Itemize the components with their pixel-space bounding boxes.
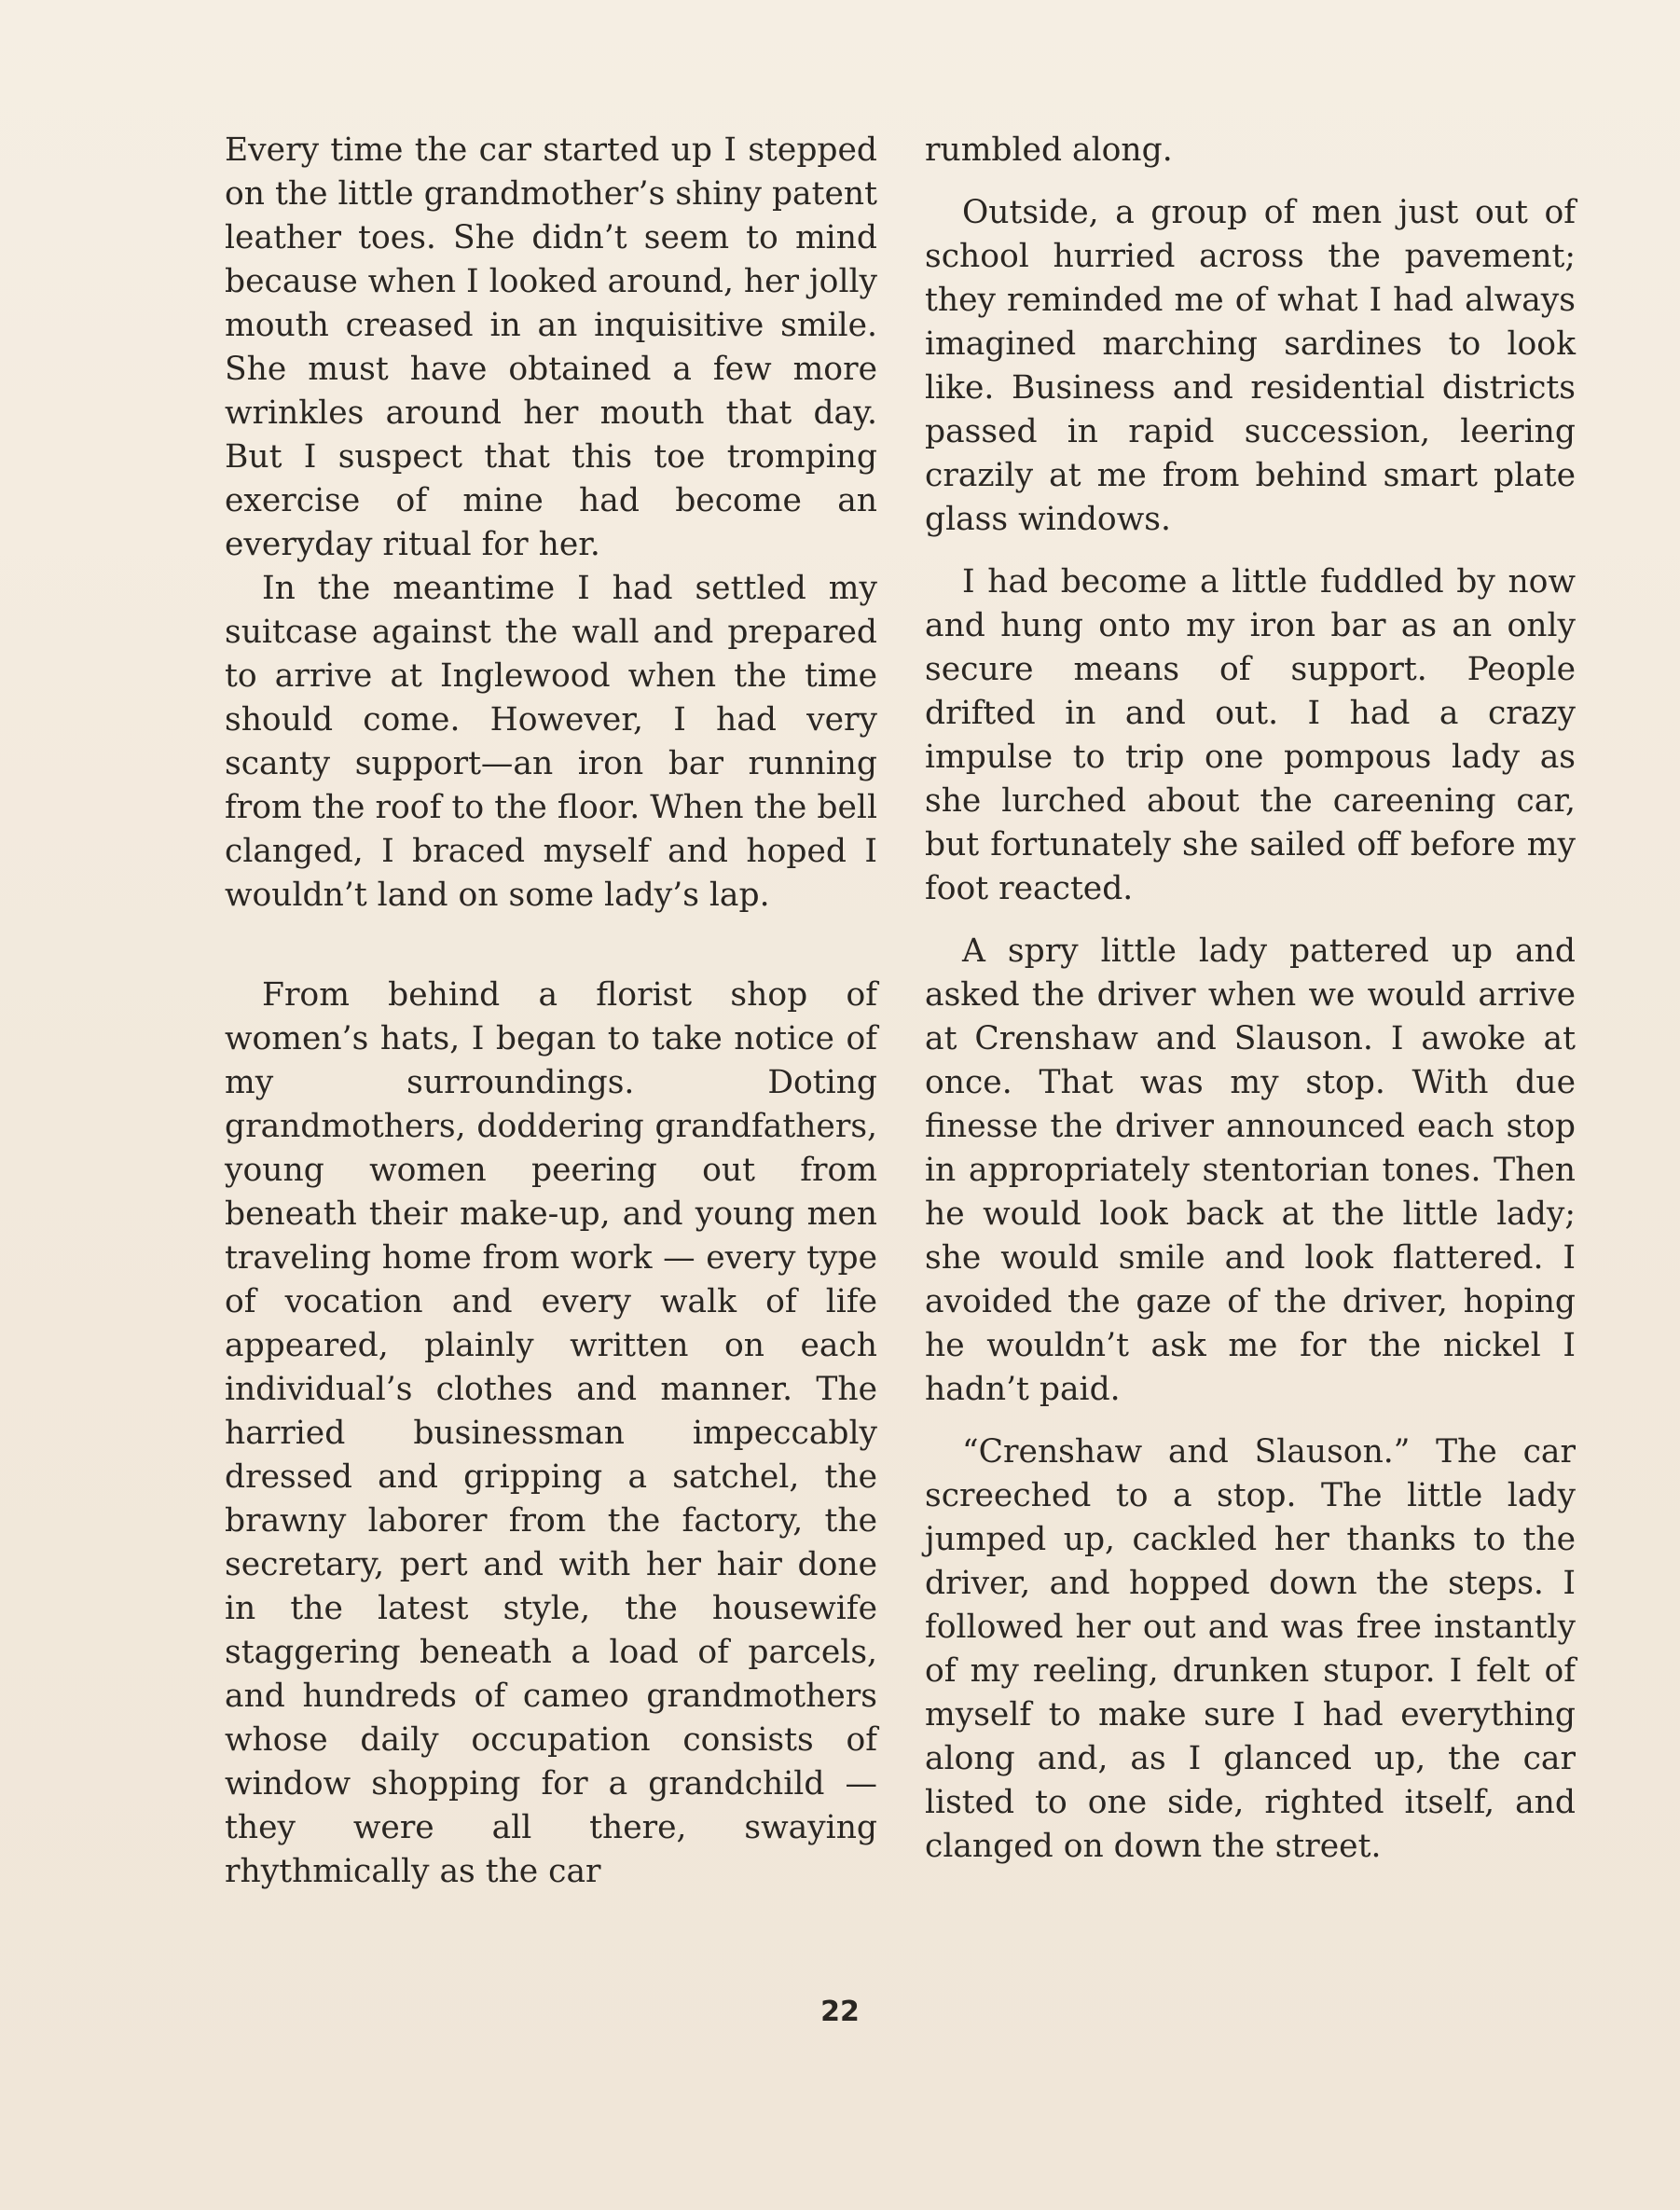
right-column: [925, 129, 1576, 1869]
paragraph: In the meantime I had settled my suitcase against the wall and prepared to arrive at Inglewood when the time should come. However, I had very scanty support—an iron bar running from the roof to the floor. When the bell clanged, I braced myself and hoped I wouldn’t land on some lady’s lap.: [225, 570, 877, 914]
left-column: [225, 129, 877, 1894]
paragraph: Every time the car started up I stepped on the little grandmother’s shiny patent leather toes. She didn’t seem to mind because when I looked around, her jolly mouth creased in an inquisitive smile. She must have obtained a few more wrinkles around her mouth that day. But I suspect that this toe tromping exercise of mine had become an everyday ritual for her.: [225, 131, 878, 563]
paragraph: I had become a little fuddled by now and hung onto my iron bar as an only secure means of support. People drifted in and out. I had a crazy impulse to trip one pompous lady as she lurched about the careening car, but fortunately she sailed off before my foot reacted.: [925, 563, 1576, 907]
page-number: 22: [820, 1996, 860, 2028]
paragraph: rumbled along.: [925, 131, 1173, 169]
paragraph: A spry little lady pattered up and asked the driver when we would arrive at Crenshaw and Slauson. I awoke at once. That was my stop. With due finesse the driver announced each stop in appropriately stentorian tones. Then he would look back at the little lady; she would smile and look flattered. I avoided the gaze of the driver, hoping he wouldn’t ask me for the nickel I hadn’t paid.: [925, 932, 1576, 1408]
paragraph: Outside, a group of men just out of school hurried across the pavement; they reminded me of what I had always imagined marching sardines to look like. Business and residential districts passed in rapid succession, leering crazily at me from behind smart plate glass windows.: [925, 194, 1576, 538]
paragraph: From behind a florist shop of women’s hats, I began to take notice of my surroundings. Doting grandmothers, doddering grandfathers, young women peering out from beneath their make-up, and young men traveling home from work — every type of vocation and every walk of life appeared, plainly written on each individual’s clothes and manner. The harried businessman impeccably dressed and gripping a satchel, the brawny laborer from the factory, the secretary, pert and with her hair done in the latest style, the housewife staggering beneath a load of parcels, and hundreds of cameo grandmothers whose daily occupation consists of window shopping for a grandchild — they were all there, swaying rhythmically as the car: [225, 976, 877, 1890]
paragraph: “Crenshaw and Slauson.” The car screeched to a stop. The little lady jumped up, cackled her thanks to the driver, and hopped down the steps. I followed her out and was free instantly of my reeling, drunken stupor. I felt of myself to make sure I had everything along and, as I glanced up, the car listed to one side, righted itself, and clanged on down the street.: [925, 1433, 1576, 1865]
